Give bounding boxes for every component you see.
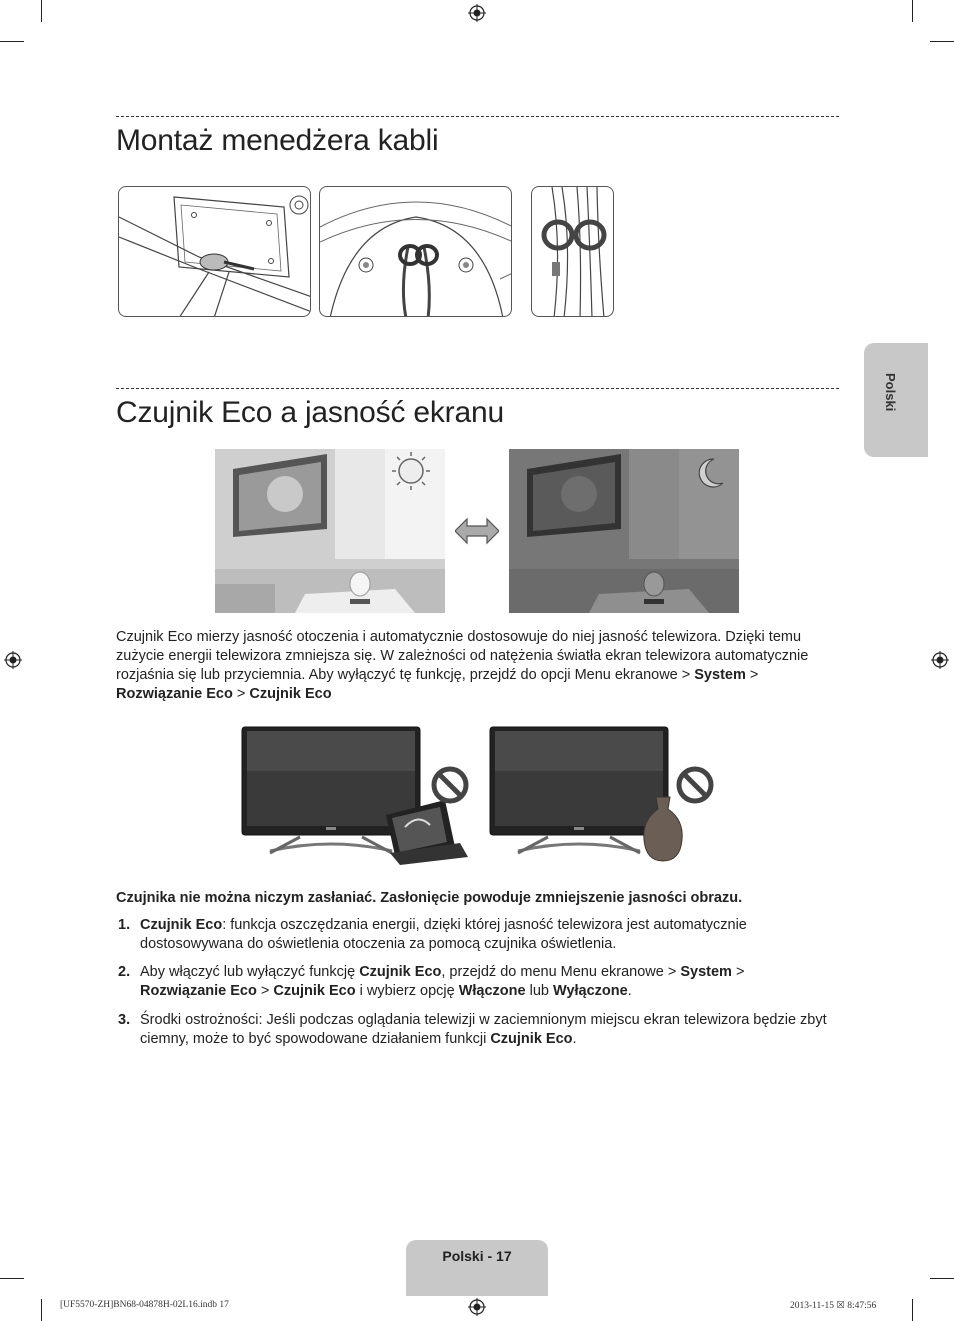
bold-term: Rozwiązanie Eco	[140, 983, 257, 999]
intro-bold-system: System	[694, 667, 746, 683]
language-side-tab	[864, 343, 928, 457]
crop-mark	[912, 0, 913, 22]
tv-blocked-by-frame-illustration	[240, 725, 472, 865]
list-item-number: 1.	[118, 917, 131, 933]
bold-term: Czujnik Eco	[359, 964, 442, 980]
item-text: .	[572, 1031, 577, 1047]
registration-mark-icon	[4, 651, 22, 669]
item-text: .	[627, 983, 632, 999]
double-arrow-icon	[455, 517, 499, 545]
item-text: >	[256, 983, 274, 999]
item-text: : funkcja oszczędzania energii, dzięki której jasność telewizora jest automatycznie dostosowywana do oświetlenia otoczenia za pomocą czujnika oświetlenia.	[140, 917, 747, 952]
bold-term: System	[680, 964, 732, 980]
item-text: Środki ostrożności: Jeśli podczas oglądania telewizji w zaciemnionym miejscu ekran telewizora będzie zbyt ciemny, może to być spowodowane działaniem funkcji	[140, 1012, 827, 1047]
crop-mark	[41, 0, 42, 22]
registration-mark-icon	[468, 1298, 486, 1316]
section-title-eco-sensor: Czujnik Eco a jasność ekranu	[116, 396, 504, 429]
dark-room-photo	[509, 449, 739, 613]
crop-mark	[930, 41, 954, 42]
registration-mark-icon	[931, 651, 949, 669]
section-divider	[116, 388, 839, 389]
print-slug-right: 2013-11-15 ☒ 8:47:56	[790, 1301, 877, 1311]
bold-term: Włączone	[458, 983, 526, 999]
list-item-text	[140, 963, 840, 1001]
list-item-text	[140, 916, 840, 954]
cable-manager-illustration-2	[319, 186, 512, 317]
bold-term: Wyłączone	[553, 983, 628, 999]
intro-bold-eco-sensor: Czujnik Eco	[249, 686, 332, 702]
intro-text: Czujnik Eco mierzy jasność otoczenia i automatycznie dostosowuje do niej jasność telewizora. Dzięki temu zużycie energii telewizora zmniejsza się. W zależności od natężenia światła ekran telewizora automatycznie rozjaśnia się lub przyciemnia. Aby wyłączyć tę funkcję, przejdź do opcji Menu ekranowe >	[116, 629, 809, 683]
item-text: >	[731, 964, 745, 980]
crop-mark	[912, 1299, 913, 1321]
registration-mark-icon	[468, 4, 486, 22]
page-number-tab	[406, 1240, 548, 1296]
crop-mark	[0, 41, 24, 42]
language-side-tab-label: Polski	[883, 373, 898, 412]
bold-term: Czujnik Eco	[273, 983, 356, 999]
print-slug-left: [UF5570-ZH]BN68-04878H-02L16.indb 17	[60, 1300, 229, 1310]
section-title-cable-manager: Montaż menedżera kabli	[116, 124, 439, 157]
item-text: Aby włączyć lub wyłączyć funkcję	[140, 964, 360, 980]
list-item-number: 3.	[118, 1012, 131, 1028]
item-text: i wybierz opcję	[355, 983, 459, 999]
crop-mark	[930, 1278, 954, 1279]
item-text: lub	[525, 983, 554, 999]
cable-manager-illustration-3	[531, 186, 614, 317]
section-divider	[116, 116, 839, 117]
bold-term: Czujnik Eco	[490, 1031, 573, 1047]
intro-text: >	[232, 686, 250, 702]
intro-bold-eco-solution: Rozwiązanie Eco	[116, 686, 233, 702]
crop-mark	[0, 1278, 24, 1279]
tv-blocked-by-vase-illustration	[488, 725, 720, 865]
bright-room-photo	[215, 449, 445, 613]
list-item-number: 2.	[118, 964, 131, 980]
list-item-text	[140, 1011, 840, 1049]
sensor-warning: Czujnika nie można niczym zasłaniać. Zasłonięcie powoduje zmniejszenie jasności obrazu.	[116, 890, 743, 906]
intro-text: >	[745, 667, 759, 683]
bold-term: Czujnik Eco	[140, 917, 223, 933]
item-text: , przejdź do menu Menu ekranowe >	[441, 964, 681, 980]
cable-manager-illustration-1	[118, 186, 311, 317]
eco-sensor-description	[116, 628, 840, 704]
crop-mark	[41, 1299, 42, 1321]
page-number: Polski - 17	[442, 1248, 512, 1264]
